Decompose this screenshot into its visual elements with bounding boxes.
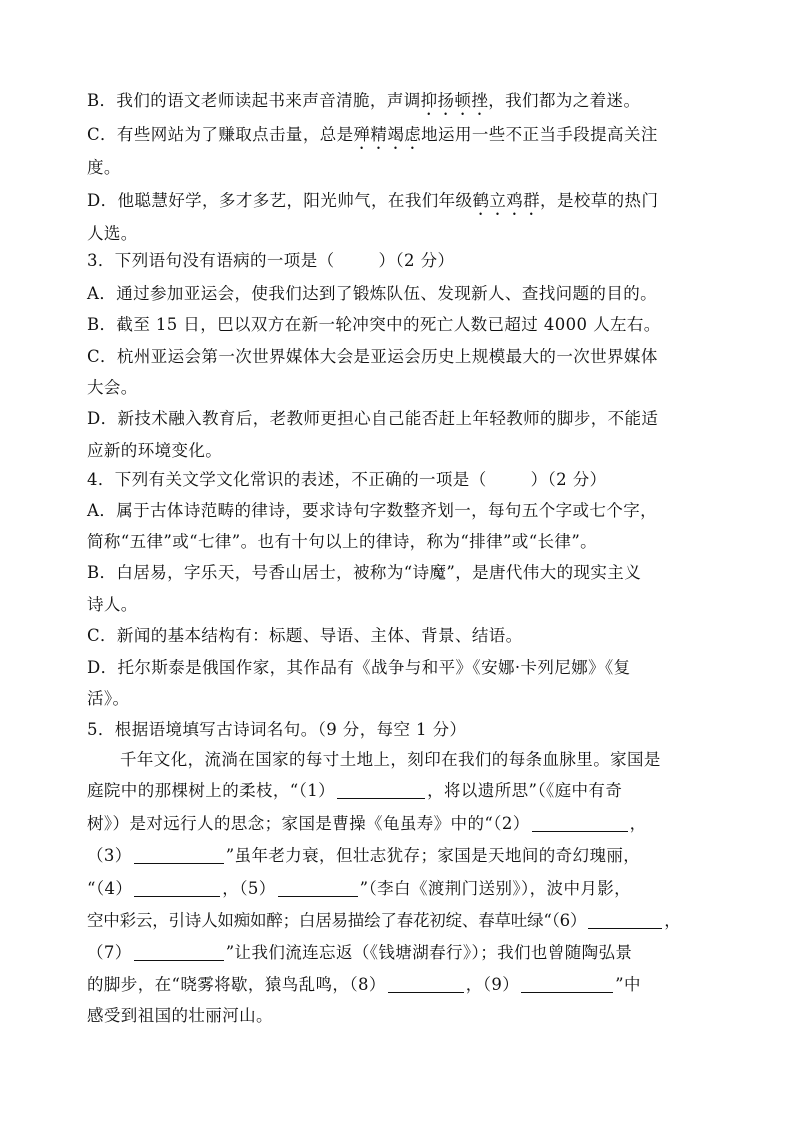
q4-option-c: C．新闻的基本结构有：标题、导语、主体、背景、结语。 (87, 626, 523, 645)
fill-blank-6[interactable] (588, 912, 662, 929)
q3-option-a: A．通过参加亚运会，使我们达到了锻炼队伍、发现新人、查找问题的目的。 (87, 284, 658, 303)
text: “（4） (87, 879, 133, 898)
q5-passage-line (87, 813, 647, 835)
fill-blank-5[interactable] (278, 880, 358, 897)
fill-blank-7[interactable] (134, 944, 224, 961)
q2-option-d-cont: 人选。 (87, 224, 138, 243)
text: 空中彩云，引诗人如痴如醉；白居易描绘了春花初绽、春草吐绿“（6） (87, 911, 587, 930)
q5-passage-line: 千年文化，流淌在国家的每寸土地上，刻印在我们的每条血脉里。家国是 (120, 750, 661, 769)
text: 4．下列有关文学文化常识的表述，不正确的一项是（ (87, 470, 487, 489)
q5-passage-line (87, 780, 622, 802)
text: ”（李白《渡荆门送别》），波中月影， (359, 879, 632, 898)
q4-option-a-cont: 简称“五律”或“七律”。也有十句以上的律诗，称为“排律”或“长律”。 (87, 532, 598, 551)
text: 树》）是对远行人的思念；家国是曹操《龟虽寿》中的“（2） (87, 814, 530, 833)
text: ， (629, 814, 647, 833)
text: 的脚步，在“晓雾将歇，猿鸟乱鸣，（8） (87, 975, 386, 994)
text: C．有些网站为了赚取点击量，总是 (87, 125, 354, 144)
q3-option-c-cont: 大会。 (87, 378, 138, 397)
q5-stem: 5．根据语境填写古诗词名句。（9 分，每空 1 分） (87, 720, 467, 739)
emphasized-idiom: 抑扬顿挫 (420, 91, 489, 110)
fill-blank-2[interactable] (532, 815, 628, 832)
q5-passage-line (87, 910, 681, 932)
text: ”虽年老力衰，但壮志犹存；家国是天地间的奇幻瑰丽， (225, 846, 641, 865)
q5-passage-line (87, 878, 631, 900)
q5-passage-line (87, 974, 641, 996)
q2-option-b (87, 90, 640, 119)
emphasized-idiom: 殚精竭虑 (353, 125, 422, 144)
q5-passage-line: 感受到祖国的壮丽河山。 (87, 1006, 273, 1025)
q3-option-c: C．杭州亚运会第一次世界媒体大会是亚运会历史上规模最大的一次世界媒体 (87, 347, 658, 366)
text: ，将以遗所思”（《庭中有奇 (427, 781, 623, 800)
q2-option-c (87, 124, 658, 153)
fill-blank-1[interactable] (337, 782, 425, 799)
fill-blank-8[interactable] (388, 976, 464, 993)
q5-passage-line (87, 942, 632, 964)
text: 庭院中的那棵树上的柔枝，“（1） (87, 781, 336, 800)
q4-stem (87, 469, 607, 491)
text: ）（2 分） (378, 251, 455, 270)
text: ，我们都为之着迷。 (488, 91, 641, 110)
text: ，（5） (222, 879, 276, 898)
text: （7） (87, 943, 132, 962)
text: ”让我们流连忘返（《钱塘湖春行》）；我们也曾随陶弘景 (225, 943, 633, 962)
q4-option-d: D．托尔斯泰是俄国作家，其作品有《战争与和平》《安娜·卡列尼娜》《复 (87, 658, 631, 677)
q5-passage-line (87, 845, 640, 867)
q2-option-c-cont: 度。 (87, 158, 121, 177)
q4-option-b-cont: 诗人。 (87, 595, 138, 614)
q3-option-d: D．新技术融入教育后，老教师更担心自己能否赶上年轻教师的脚步，不能适 (87, 409, 659, 428)
q4-option-a: A．属于古体诗范畴的律诗，要求诗句字数整齐划一，每句五个字或七个字， (87, 501, 658, 520)
fill-blank-9[interactable] (521, 976, 613, 993)
text: ）（2 分） (530, 470, 607, 489)
text: （3） (87, 846, 132, 865)
emphasized-idiom: 鹤立鸡群 (472, 191, 541, 210)
text: ， (664, 911, 681, 930)
q3-stem (87, 250, 454, 272)
text: 地运用一些不正当手段提高关注 (421, 125, 658, 144)
text: ”中 (615, 975, 641, 994)
text: ，（9） (465, 975, 520, 994)
fill-blank-4[interactable] (134, 880, 220, 897)
q4-option-b: B．白居易，字乐天，号香山居士，被称为“诗魔”，是唐代伟大的现实主义 (87, 563, 642, 582)
q3-option-b: B．截至 15 日，巴以双方在新一轮冲突中的死亡人数已超过 4000 人左右。 (87, 315, 661, 334)
text: ，是校草的热门 (540, 191, 659, 210)
text: D．他聪慧好学，多才多艺，阳光帅气，在我们年级 (87, 191, 473, 210)
fill-blank-3[interactable] (134, 847, 224, 864)
text: 3．下列语句没有语病的一项是（ (87, 251, 335, 270)
q3-option-d-cont: 应新的环境变化。 (87, 441, 223, 460)
text: B．我们的语文老师读起书来声音清脆，声调 (87, 91, 421, 110)
q4-option-d-cont: 活》。 (87, 689, 130, 708)
q2-option-d (87, 190, 658, 219)
